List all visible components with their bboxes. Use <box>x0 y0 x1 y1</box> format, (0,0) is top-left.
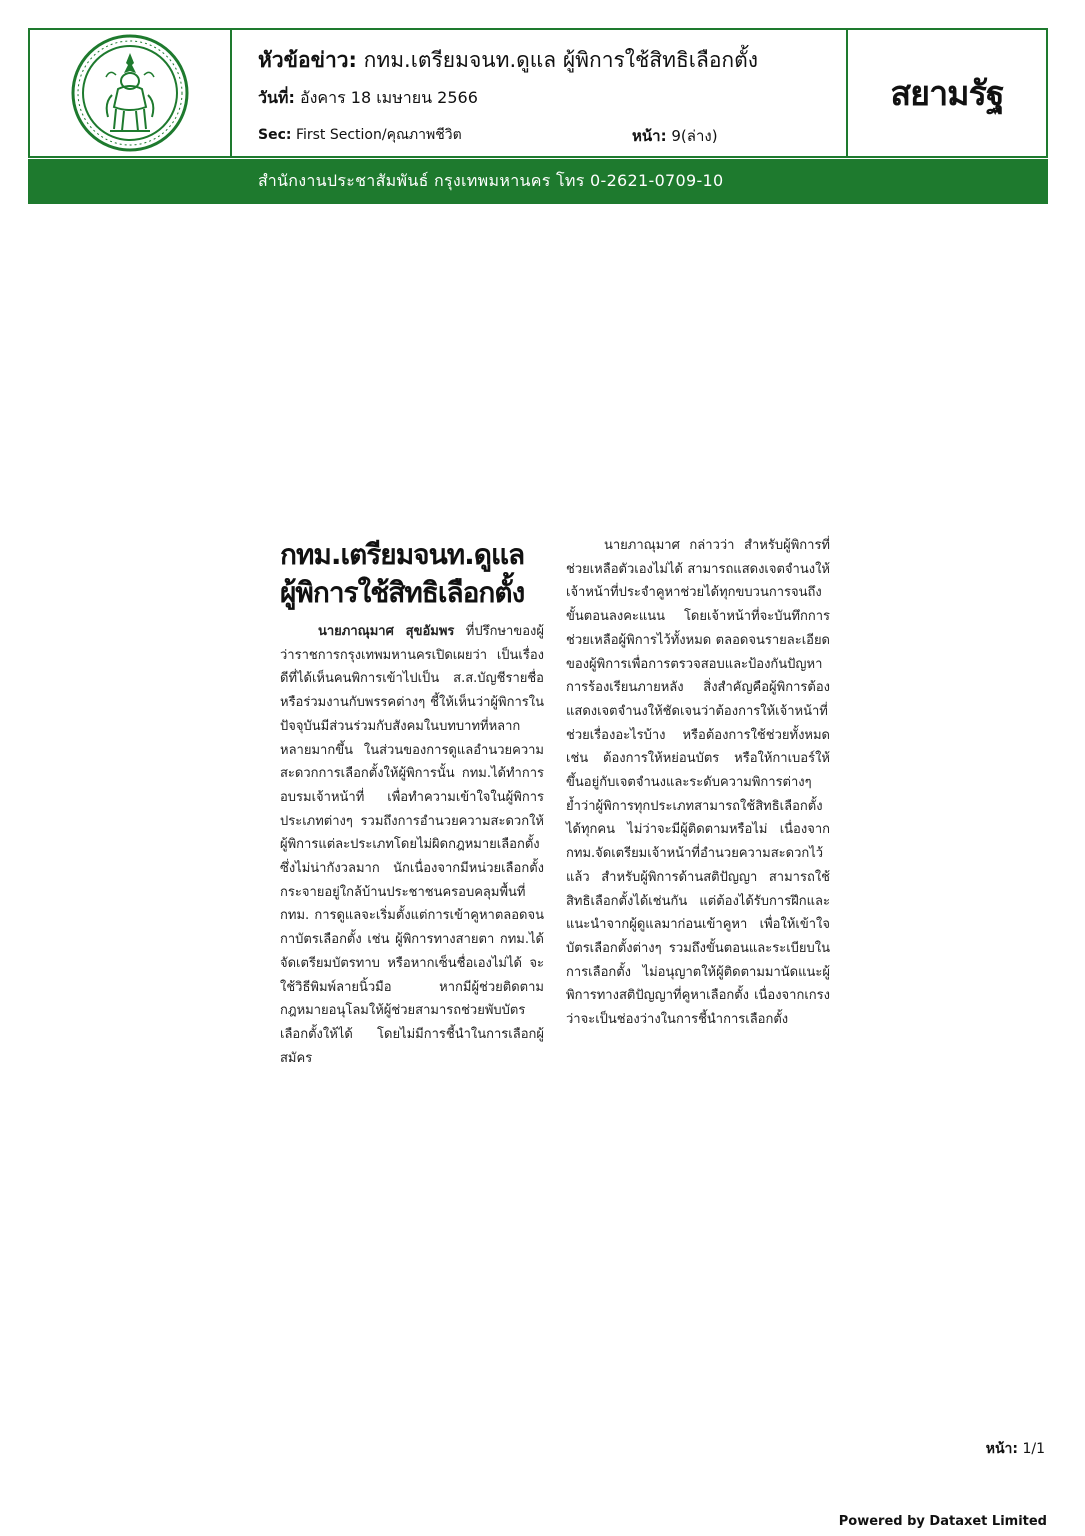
contact-text: สำนักงานประชาสัมพันธ์ กรุงเทพมหานคร โทร 0-2621-0709-10 <box>258 171 724 190</box>
section-text: First Section/คุณภาพชีวิต <box>295 127 462 143</box>
contact-bar <box>28 159 1048 204</box>
article-title <box>280 536 548 612</box>
bangkok-seal-icon <box>70 33 190 153</box>
headline-label: หัวข้อข่าว: <box>258 48 357 72</box>
page-count-value: 1/1 <box>1022 1441 1045 1457</box>
clipping-info <box>232 30 848 156</box>
page-text: 9(ล่าง) <box>671 127 718 145</box>
logo-cell <box>30 30 232 156</box>
section-label: Sec: <box>258 127 292 143</box>
date-row <box>258 86 478 111</box>
article-title-line1: กทม.เตรียมจนท.ดูแล <box>280 538 525 571</box>
page-label: หน้า: <box>632 127 667 145</box>
page-ref <box>632 124 718 148</box>
newspaper-cell <box>846 30 1046 156</box>
headline-text: กทม.เตรียมจนท.ดูแล ผู้พิการใช้สิทธิเลือกตั้ง <box>363 48 759 72</box>
article-paragraph-2: นายภาณุมาศ กล่าวว่า สำหรับผู้พิการที่ช่วยเหลือตัวเองไม่ได้ สามารถแสดงเจตจำนงให้เจ้าหน้าที่ประจำคูหาช่วยได้ทุกขบวนการจนถึงขั้นตอนลงคะแนน โดยเจ้าหน้าที่จะบันทึกการช่วยเหลือผู้พิการไว้ทั้งหมด ตลอดจนรายละเอียดของผู้พิการเพื่อการตรวจสอบและป้องกันปัญหาการร้องเรียนภายหลัง สิ่งสำคัญคือผู้พิการต้องแสดงเจตจำนงให้ชัดเจนว่าต้องการให้เจ้าหน้าที่ช่วยเรื่องอะไรบ้าง หรือต้องการใช้ช่วยทั้งหมด เช่น ต้องการให้หย่อนบัตร หรือให้กาเบอร์ให้ ขึ้นอยู่กับเจตจำนงและระดับความพิการต่างๆ ย้ำว่าผู้พิการทุกประเภทสามารถใช้สิทธิเลือกตั้งได้ทุกคน ไม่ว่าจะมีผู้ติดตามหรือไม่ เนื่องจาก กทม.จัดเตรียมเจ้าหน้าที่อำนวยความสะดวกไว้แล้ว สำหรับผู้พิการด้านสติปัญญา สามารถใช้สิทธิเลือกตั้งได้เช่นกัน แต่ต้องได้รับการฝึกและแนะนำจากผู้ดูแลมาก่อนเข้าคูหา เพื่อให้เข้าใจบัตรเลือกตั้งต่างๆ รวมถึงขั้นตอนและระเบียบในการเลือกตั้ง ไม่อนุญาตให้ผู้ติดตามมานัดแนะผู้พิการทางสติปัญญาที่คูหาเลือกตั้ง เนื่องจากเกรงว่าจะเป็นช่องว่างในการชี้นำการเลือกตั้ง <box>566 538 830 1028</box>
date-text: อังคาร 18 เมษายน 2566 <box>299 88 478 107</box>
headline-row <box>258 44 758 77</box>
clipping-header <box>28 28 1048 158</box>
powered-by: Powered by Dataxet Limited <box>838 1514 1047 1529</box>
article-author: นายภาณุมาศ สุขอัมพร <box>318 624 455 639</box>
article-paragraph-1-text: ที่ปรึกษาของผู้ว่าราชการกรุงเทพมหานครเปิดเผยว่า เป็นเรื่องดีที่ได้เห็นคนพิการเข้าไปเป็น ส.ส.บัญชีรายชื่อ หรือร่วมงานกับพรรคต่างๆ ชี้ให้เห็นว่าผู้พิการในปัจจุบันมีส่วนร่วมกับสังคมในบทบาทที่หลากหลายมากขึ้น ในส่วนของการดูแลอำนวยความสะดวกการเลือกตั้งให้ผู้พิการนั้น กทม.ได้ทำการอบรมเจ้าหน้าที่ เพื่อทำความเข้าใจในผู้พิการประเภทต่างๆ รวมถึงการอำนวยความสะดวกให้ผู้พิการแต่ละประเภทโดยไม่ผิดกฎหมายเลือกตั้ง ซึ่งไม่น่ากังวลมาก นักเนื่องจากมีหน่วยเลือกตั้งกระจายอยู่ใกล้บ้านประชาชนครอบคลุมพื้นที่ กทม. การดูแลจะเริ่มตั้งแต่การเข้าคูหาตลอดจนกาบัตรเลือกตั้ง เช่น ผู้พิการทางสายตา กทม.ได้จัดเตรียมบัตรทาบ หรือหากเซ็นชื่อเองไม่ได้ จะใช้วิธีพิมพ์ลายนิ้วมือ หากมีผู้ช่วยติดตาม กฎหมายอนุโลมให้ผู้ช่วยสามารถช่วยพับบัตรเลือกตั้งให้ได้ โดยไม่มีการชี้นำในการเลือกผู้สมัคร <box>280 624 544 1066</box>
page-count-label: หน้า: <box>985 1441 1019 1457</box>
article-paragraph-1 <box>280 620 544 1070</box>
section-row <box>258 124 462 146</box>
page-count <box>986 1438 1045 1460</box>
article-column-left <box>280 620 544 1070</box>
date-label: วันที่: <box>258 88 295 107</box>
article-column-right <box>566 534 830 1032</box>
article-title-line2: ผู้พิการใช้สิทธิเลือกตั้ง <box>280 576 525 609</box>
newspaper-name: สยามรัฐ <box>890 74 1004 114</box>
